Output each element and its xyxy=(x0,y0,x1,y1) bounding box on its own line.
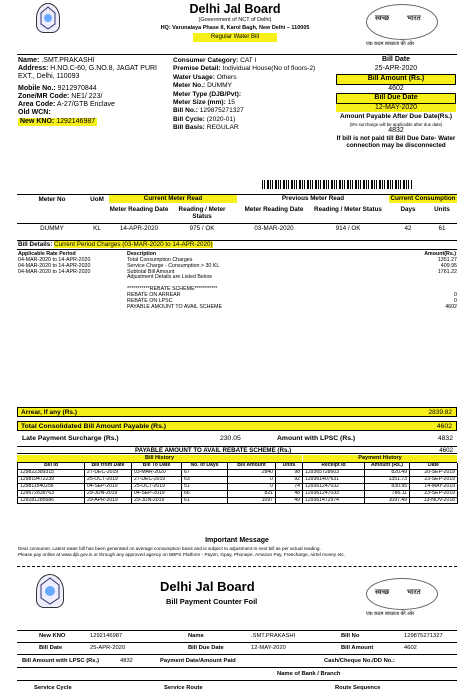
table-row: 129281285686 xyxy=(18,498,85,505)
history-table: Bill Id Bill from Date Bill To Date No. of Days Bill Amount Units Receipt Id Amount (Rs.) Date 129822389315 27-DEC-2019 03-MAR-2020 67 2840 98 129365728603 820.49 20-SEP-2019 129819472239 25-OCT-2019 27-DEC-2019 63 0 92 129361407631 1351.73 23-SEP-2019 129811540256 04-SEP-2019 25-OCT-2019 51 0 74 129361247032 830.95 14-MAY-2019 129672839763 29-JUN-2019 04-SEP-2019 66 821 48 129361247033 786.11 23-SEP-2019 129281285686 29-APR-2019 29-JUN-2019 61 1097 49 129361472974 1097.49 13-NOV-2018 xyxy=(17,462,457,504)
header-hq: HQ: Varunalaya Phase II, Karol Bagh, New Delhi – 110005 xyxy=(160,25,310,31)
bill-basis: REGULAR xyxy=(206,124,239,132)
foil-logo-icon xyxy=(36,574,64,608)
important-message: Dear consumer, Latest water bill has been generated on average consumption basis and is subject to adjustment in next bill as per actual reading. Please pay online at www.djb.gov.in or through any approved agency on BBPS Platform - Paytm, Gpay, Phonepe, Amazon Pay, Freecharge, Airtel money etc. xyxy=(18,546,346,557)
h-prev-status: Reading / Meter Status xyxy=(314,206,382,213)
charge-line: REBATE ON LPSC 0 xyxy=(127,297,457,304)
h-cur-date: Meter Reading Date xyxy=(109,206,169,213)
foil-amount: 4602 xyxy=(404,645,417,651)
bill-cycle: (2020-01) xyxy=(206,115,236,123)
foil-swachh-word-1: स्वच्छ xyxy=(375,589,390,596)
arrear-amount: 2839.82 xyxy=(428,409,452,416)
cur-status: 975 / OK xyxy=(189,225,215,232)
h-previous: Previous Meter Read xyxy=(281,195,345,202)
consumer-name: .SMT.PRAKASHI xyxy=(41,57,95,64)
foil-swachh-tagline: एक कदम स्वच्छता की ओर xyxy=(366,611,415,617)
h-amount: Amount(Rs.) xyxy=(424,251,456,257)
summary-block xyxy=(336,56,456,150)
charge-lines xyxy=(127,258,457,310)
bill-date-label: Bill Date xyxy=(381,56,410,63)
foil-due: 12-MAY-2020 xyxy=(251,645,286,651)
foil-table: New KNO 1292146987 Name .SMT.PRAKASHI Bill No 129875271327 Bill Date 25-APR-2020 Bill Due Date 12-MAY-2020 Bill Amount 4602 Bill Amount with LPSC (Rs.) 4832 Payment Date/Amount Paid Cash/Cheque No./DD No.: Name of Bank / Branch Service Cycle Service Route Route Sequence xyxy=(17,630,457,694)
charge-line: Adjustment Details are Listed Below xyxy=(127,274,212,281)
water-usage: Others xyxy=(216,73,237,81)
due-date-label: Bill Due Date xyxy=(336,93,456,104)
lpsc-row: Late Payment Surcharge (Rs.) 230.05 Amount with LPSC (Rs.) 4832 xyxy=(22,435,453,442)
important-title: Important Message xyxy=(205,537,269,544)
table-row: 129811540256 xyxy=(18,484,85,491)
area-code: A-27/GTB Enclave xyxy=(56,101,115,108)
foil-billdate: 25-APR-2020 xyxy=(90,645,126,651)
table-row: 129819472239 xyxy=(18,477,85,484)
charge-line: Total Consumption Charges 1351.27 xyxy=(127,257,457,263)
h-prev-date: Meter Reading Date xyxy=(244,206,304,213)
bill-amount: 4602 xyxy=(388,84,404,92)
after-due-label: Amount Payable After Due Date(Rs.) xyxy=(339,113,453,120)
lpsc-amount: 230.05 xyxy=(220,435,241,442)
prev-status: 914 / OK xyxy=(335,225,361,232)
bill-amount-label: Bill Amount (Rs.) xyxy=(336,74,456,85)
rate-periods: 04-MAR-2020 to 14-APR-2020 04-MAR-2020 to 14-APR-2020 04-MAR-2020 to 14-APR-2020 xyxy=(18,257,91,275)
days: 42 xyxy=(404,225,412,232)
swachh-tagline: एक कदम स्वच्छता की ओर xyxy=(366,41,415,47)
foil-lpsc: 4832 xyxy=(120,658,133,664)
with-lpsc-amount: 4832 xyxy=(437,435,453,442)
bill-number: 129875271327 xyxy=(199,107,244,115)
cur-date: 14-APR-2020 xyxy=(119,225,159,232)
disconnect-note: If bill is not paid till Bill Due Date- Water connection may be disconnected xyxy=(336,135,456,150)
swachh-word-2: भारत xyxy=(407,15,421,22)
bill-date: 25-APR-2020 xyxy=(374,64,418,72)
consumer-block: Name: .SMT.PRAKASHI Address: H.NO.C-60, G.NO.8, JAGAT PURI EXT., Delhi, 110093 Mobile No.: 9212970844 Zone/MR Code: NE1/ 223/ Area Code: A-27/GTB Enclave Old WCN: New KNO: 1292146987 xyxy=(18,57,158,125)
due-date: 12-MAY-2020 xyxy=(336,104,456,113)
consolidated-row: Total Consolidated Bill Amount Payable (Rs.) 4602 xyxy=(17,421,457,431)
h-rate: Applicable Rate Period xyxy=(18,251,76,257)
foil-kno: 1292146987 xyxy=(90,633,123,639)
after-due-amount: 4832 xyxy=(388,126,404,134)
foil-subtitle: Bill Payment Counter Foil xyxy=(166,597,258,606)
header-title: Delhi Jal Board xyxy=(189,2,281,16)
swachh-word-1: स्वच्छ xyxy=(375,15,390,22)
table-row: 129672839763 xyxy=(18,491,85,498)
units: 61 xyxy=(438,225,446,232)
zone-code: NE1/ 223/ xyxy=(71,93,103,100)
bill-details-title: Bill Details: Current Period Charges (03-MAR-2020 to 14-APR-2020) xyxy=(18,241,213,248)
meter-no: DUMMY xyxy=(40,225,64,232)
consumer-address: H.NO.C-60, G.NO.8, JAGAT PURI EXT., Delhi, 110093 xyxy=(18,65,158,80)
charge-line: PAYABLE AMOUNT TO AVAIL SCHEME 4602 xyxy=(127,303,457,310)
bill-period: Current Period Charges (03-MAR-2020 to 14-APR-2020) xyxy=(54,241,213,248)
uom: KL xyxy=(93,225,101,232)
arrear-row: Arrear, If any (Rs.) 2839.82 xyxy=(17,407,457,417)
consolidated-amount: 4602 xyxy=(436,423,452,430)
h-cur-status: Reading / Meter Status xyxy=(178,206,226,220)
charge-line: REBATE ON ARREAR 0 xyxy=(127,291,457,298)
meter-table xyxy=(17,194,457,240)
djb-logo-icon xyxy=(36,3,60,33)
h-meter: Meter No xyxy=(38,196,66,203)
bill-type-badge: Regular Water Bill xyxy=(193,33,277,42)
h-uom: UoM xyxy=(90,196,104,203)
barcode-image xyxy=(262,180,412,189)
prev-date: 03-MAR-2020 xyxy=(254,225,294,232)
meter-number: DUMMY xyxy=(207,82,233,90)
bill-history-title: Bill History xyxy=(17,455,302,462)
charge-line: Subtotal Bill Amount 1761.22 xyxy=(127,268,457,275)
h-days: Days xyxy=(400,206,416,213)
mobile-number: 9212970844 xyxy=(57,85,97,92)
details-block: Consumer Category: CAT I Premise Detail: Individual House(No of floors-2) Water Usage: Others Meter No.: DUMMY Meter Type (DJB/Pvt): Meter Size (mm): 15 Bill No.: 129875271327 Bill Cycle: (2020-01) Bill Basis: REGULAR xyxy=(173,57,316,132)
consumer-category: CAT I xyxy=(240,57,257,64)
table-row: 129822389315 xyxy=(18,470,85,477)
header-govt: (Government of NCT of Delhi) xyxy=(198,17,272,23)
new-kno: 1292146987 xyxy=(56,118,96,125)
charge-line: Service Charge - Consumption > 30 KL 409.95 xyxy=(127,262,457,269)
charge-line: ***********REBATE SCHEME*********** xyxy=(127,286,218,293)
foil-title: Delhi Jal Board xyxy=(160,579,255,594)
foil-swachh-word-2: भारत xyxy=(407,589,421,596)
foil-name: .SMT.PRAKASHI xyxy=(251,633,296,639)
h-desc: Description xyxy=(127,251,157,257)
h-current: Current Meter Read xyxy=(109,195,237,203)
payment-history-title: Payment History xyxy=(303,455,457,462)
foil-billno: 129875271327 xyxy=(404,633,443,639)
h-units: Units xyxy=(434,206,450,213)
premise-detail: Individual House(No of floors-2) xyxy=(222,65,316,73)
meter-size: 15 xyxy=(227,99,235,107)
after-due-note: (5% surcharge will be applicable after due date) xyxy=(349,121,443,127)
rebate-row: PAYABLE AMOUNT TO AVAIL REBATE SCHEME (Rs.) 4602 xyxy=(17,446,457,454)
rebate-amount: 4602 xyxy=(439,447,453,454)
h-consumption: Current Consumption xyxy=(390,195,456,202)
